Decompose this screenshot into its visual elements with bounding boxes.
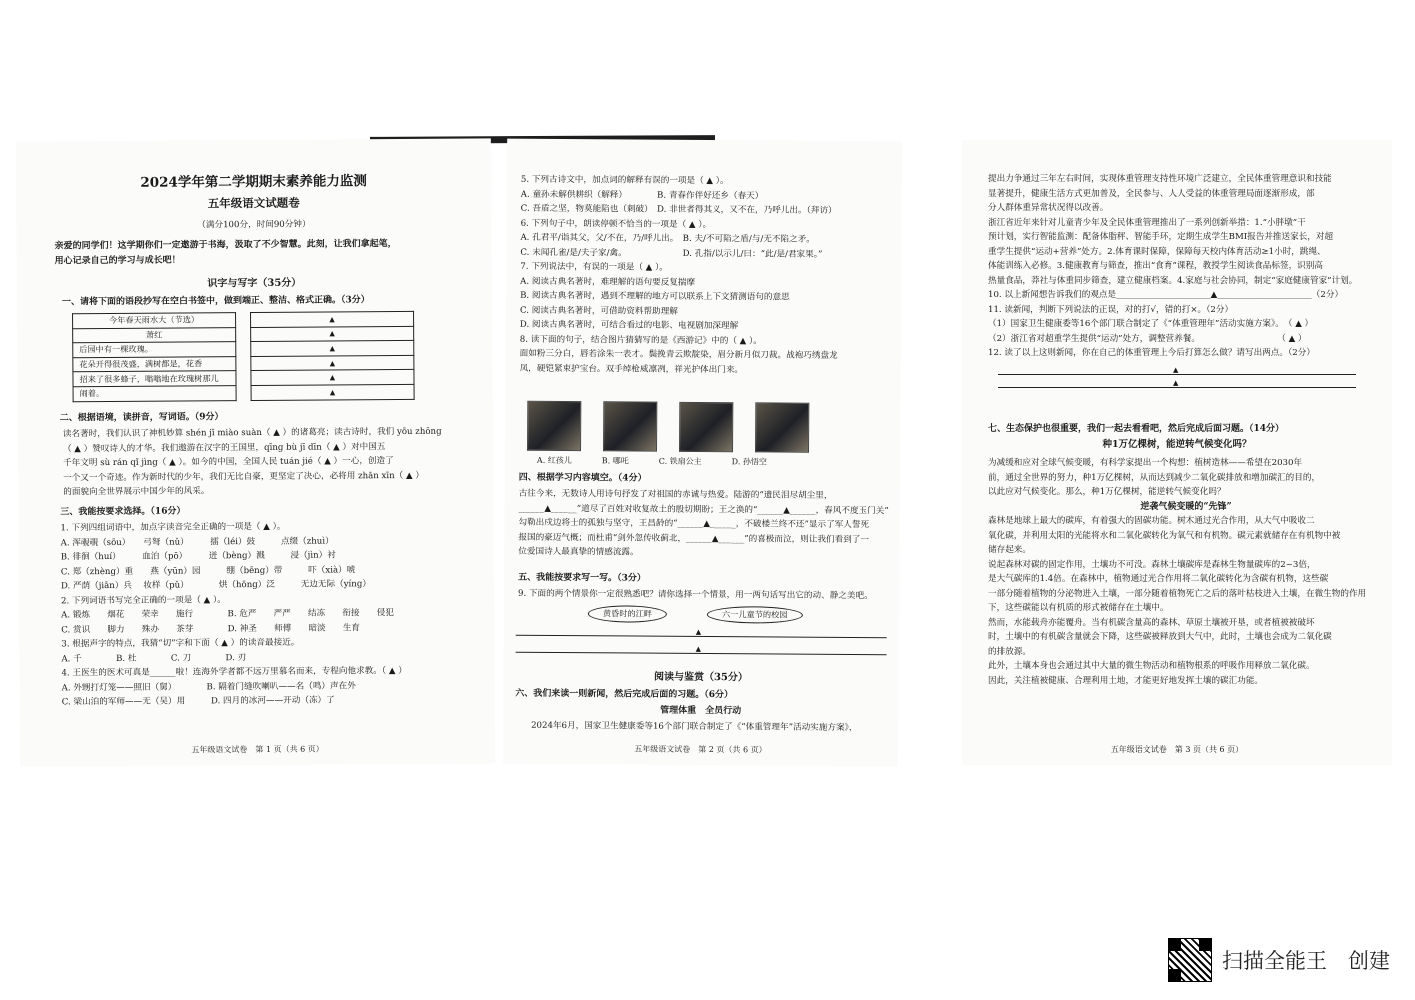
option-line[interactable]: D. 阅读古典名著时，可结合看过的电影、电视剧加深理解: [519, 319, 739, 332]
question-line: 12. 读了以上这则新闻，你在自己的体重管理上今后打算怎么做？请写出两点。（2分）: [988, 348, 1315, 358]
part-heading: 阅读与鉴赏（35分）: [653, 671, 748, 684]
question-line[interactable]: 10. 以上新闻想告诉我们的观点是______________________▲______________________（2分）: [988, 290, 1344, 300]
copy-line: 今年春天雨水大（节选）: [73, 313, 236, 329]
question-line: 6. 下列句子中，朗读停顿不恰当的一项是（ ▲ ）。: [520, 218, 712, 230]
camscanner-watermark: [1168, 938, 1390, 982]
question-line: 11. 读新闻，判断下列说法的正误，对的打√，错的打×。（2分）: [988, 304, 1234, 315]
exam-page-1: [16, 138, 495, 766]
article-line: 是大气碳库的1.4倍。在森林中，植物通过光合作用将二氧化碳转化为含碳有机物，这些碳: [988, 574, 1329, 584]
question-line: 7. 下列说法中，有误的一项是（ ▲ ）。: [520, 261, 668, 273]
camscanner-label: 扫描全能王 创建: [1222, 949, 1390, 973]
option-line[interactable]: B. 阅读古典名著时，遇到不理解的地方可以联系上下文猜测语句的意思: [520, 290, 790, 303]
character-pictures: [505, 401, 900, 469]
article-line: 一部分随着植物的分泌物进入土壤，一部分随着植物死亡之后的落叶枯枝进入土壤，在微生物的作用: [988, 588, 1367, 599]
option-line[interactable]: C. 吾盾之坚，物莫能陷也（刺破） D. 非世者得其义，又不在，乃呼儿出。（拜访）: [520, 203, 837, 216]
article-line: 时，土壤中的有机碳含量就会下降，这些碳被释放到大气中，此时，土壤也会成为二氧化碳: [988, 632, 1332, 642]
option-line[interactable]: A. 锻炼 烟花 荣幸 施行 B. 危严 严严 结冻 衔接 侵犯: [61, 608, 394, 621]
passage-line: 面如粉三分白，唇若涂朱一表才。鬓挽青云欺靛染，眉分新月似刀裁。战袍巧绣盘龙: [519, 348, 838, 361]
question-line: 8. 读下面的句子，结合图片猜猜写的是《西游记》中的（ ▲ ）。: [519, 334, 762, 346]
article-line: 因此，关注植被健康、合理利用土地，才能更好地发挥土壤的碳汇功能。: [988, 675, 1264, 686]
news-title: 管理体重 全员行动: [660, 705, 742, 717]
news-line: 分人群体重异常状况得以改善。: [988, 203, 1109, 213]
part-heading: 识字与写字（35分）: [207, 277, 302, 290]
option-line[interactable]: C. 未闻孔雀/是/夫子家/禽。 D. 孔指/以示儿/曰：“此/是/君家果。”: [520, 247, 823, 260]
question-heading: 七、生态保护也很重要，我们一起去看看吧，然后完成后面习题。（14分）: [988, 424, 1285, 434]
question-line: 3. 根据声字的特点，我猜“切”字和下面（ ▲ ）的读音最接近。: [61, 637, 300, 650]
question-heading: 二、根据语境，读拼音，写词语。（9分）: [59, 412, 224, 424]
copy-line: 后园中有一棵玫瑰。: [73, 342, 236, 358]
article-line: 前，通过全世界的努力，种1万亿棵树，从而达到减少二氧化碳排放和增加碳汇的目的，: [988, 472, 1321, 483]
question-heading: 五、我能按要求写一写。（3分）: [518, 572, 646, 584]
article-line: 森林是地球上最大的碳库，有着强大的固碳功能。树木通过光合作用，从大气中吸收二: [988, 516, 1315, 526]
article-line: 说起森林对碳的固定作用，土壤功不可没。森林土壤碳库是森林生物量碳库的2~3倍，: [988, 559, 1316, 570]
answer-slot[interactable]: ▲: [251, 311, 414, 327]
passage-line[interactable]: ______▲______”道尽了百姓对收复故土的殷切期盼；王之涣的“______▲______，春风不度玉门关”: [518, 503, 889, 516]
option-line[interactable]: A. 外甥打灯笼——照旧（舅） B. 隔着门缝吹喇叭——名（鸣）声在外: [61, 680, 356, 693]
exam-title: 2024学年第二学期期末素养能力监测: [140, 173, 367, 191]
article-title: 种1万亿棵树，能逆转气候变化吗？: [1102, 439, 1252, 450]
copy-line: 花朵开得很茂盛，满树都是，花香: [73, 356, 236, 372]
answer-slot[interactable]: ▲: [251, 326, 414, 342]
answer-slot[interactable]: ▲: [251, 384, 414, 400]
qr-code-icon: [1168, 938, 1212, 982]
question-heading: 三、我能按要求选择。（16分）: [60, 506, 186, 518]
answer-slot[interactable]: ▲: [251, 370, 414, 386]
answer-lines[interactable]: ▲ ▲: [998, 366, 1356, 388]
news-line: 提出力争通过三年左右时间，实现体重管理支持性环境广泛建立，全民体重管理意识和技能: [988, 174, 1332, 184]
option-line[interactable]: B. 徘徊（huí） 血泊（pō） 迸（bèng）溅 浸（jìn）衬: [60, 550, 336, 563]
copy-line: 闹着。: [73, 386, 236, 402]
p2-questions: [520, 173, 896, 379]
question-heading: 四、根据学习内容填空。（4分）: [518, 472, 647, 484]
news-line: 重学生提供“运动+营养”处方。2.体育课时保障，保障每天校内体育活动≥1小时，跳绳、: [988, 246, 1326, 257]
picture-option[interactable]: C. 铁扇公主: [658, 456, 702, 466]
question-line: 9. 下面的两个情景你一定很熟悉吧？请你选择一个情景，用一两句话写出它的动、静之美吧。: [517, 588, 873, 602]
intro-line: 亲爱的同学们！这学期你们一定遨游于书海，汲取了不少智慧。此刻，让我们拿起笔，: [54, 239, 397, 252]
article-line: 氧化碳，并利用太阳的光能将水和二氧化碳转化为氧气和有机物。碳元素就储存在有机物中被: [988, 530, 1341, 541]
passage-line: 读名著时，我们认识了神机妙算 shén jī miào suàn（ ▲ ）的诸葛亮；读古诗时，我们 yōu zhōng: [62, 426, 442, 440]
exam-page-3: [962, 140, 1392, 765]
q4-passage: [518, 487, 893, 562]
intro-line: 用心记录自己的学习与成长吧！: [54, 255, 181, 266]
question-line: 5. 下列古诗文中，加点词的解释有误的一项是（ ▲ ）。: [520, 174, 729, 187]
exam-subtitle: 五年级语文试题卷: [207, 195, 300, 211]
news-line: 体能训练入必修。3.健康教育与筛查，推出“食育”课程，教授学生阅读食品标签，识别高: [988, 261, 1323, 271]
article-line: 的排放源。: [988, 646, 1031, 657]
copy-source-table: [72, 312, 237, 402]
passage-line: 的面貌向全世界展示中国少年的风采。: [63, 486, 210, 498]
picture-option[interactable]: B. 哪吒: [601, 456, 629, 466]
passage-line: （ ▲ ）赞叹诗人的才华。我们遨游在汉字的王国里，qīng bù jī dīn（ ▲ ）对中国五: [62, 441, 386, 454]
news-line: 预计划，实行智能监测：配备体脂秤、智能手环，定期生成学生BMI报告并推送家长，对超: [988, 232, 1334, 242]
question-line: 4. 王医生的医术可真是______啦！连海外学者都不远万里慕名而来，专程向他求教。（ ▲ ）: [61, 665, 407, 679]
passage-line[interactable]: 勾勒出戍边将士的孤独与坚守，王昌龄的“______▲______，不破楼兰终不还”显示了军人誓死: [518, 517, 870, 531]
news-line: 热量食品，莽社与体重同步筛查，建立健康档案。4.家庭与社会协同，制定“家庭健康管家”计划。: [988, 275, 1358, 286]
bookmark-answer-table[interactable]: [250, 311, 415, 401]
judge-line[interactable]: （1）国家卫生健康委等16个部门联合制定了《“体重管理年”活动实施方案》。 （ ▲ ）: [988, 319, 1314, 329]
exam-meta: （满分100分，时间90分钟）: [197, 219, 311, 231]
option-line[interactable]: A. 千 B. 杜 C. 刀 D. 刃: [61, 652, 247, 664]
character-image: [755, 402, 809, 452]
question-heading: 一、请将下面的语段抄写在空白书签中，做到端正、整洁、格式正确。（3分）: [61, 295, 370, 308]
scene-option[interactable]: 六一儿童节的校园: [707, 606, 803, 624]
question-line: 1. 下列四组词语中，加点字读音完全正确的一项是（ ▲ ）。: [60, 521, 286, 534]
q3-items: [60, 518, 484, 709]
scene-option[interactable]: 黄昏时的江畔: [588, 605, 667, 623]
option-line[interactable]: C. 郑（zhèng）重 燕（yūn）园 绷（bēng）带 吓（xià）唬: [60, 564, 356, 577]
question-line: 2. 下列词语书写完全正确的一项是（ ▲ ）。: [60, 594, 226, 606]
question-heading: 六、我们来读一则新闻，然后完成后面的习题。（6分）: [515, 688, 734, 701]
option-line[interactable]: A. 浑覗覗（sōu） 弓弩（nǔ） 擂（léi）鼓 点缀（zhuì）: [60, 535, 334, 548]
passage-line: 位爱国诗人最真挚的情感流露。: [518, 546, 639, 558]
option-line[interactable]: C. 梁山泊的军师——无（吴）用 D. 四月的冰河——开动（冻）了: [61, 695, 335, 708]
passage-line: 一个又一个奇迹。作为新时代的少年，我们无比自豪，更坚定了决心，必将用 zhān xīn（ ▲ ）: [63, 470, 424, 483]
q2-passage: [63, 424, 473, 499]
article-line: 储存起来。: [988, 545, 1031, 555]
answer-slot[interactable]: ▲: [251, 341, 414, 357]
picture-option[interactable]: D. 孙悟空: [731, 457, 767, 467]
judge-line[interactable]: （2）浙江省对超重学生提供“运动”处方，调整营养餐。 （ ▲ ）: [988, 333, 1307, 344]
exam-page-2: [503, 139, 902, 767]
option-line[interactable]: A. 童孙未解供耕织（解释） B. 青春作伴好还乡（春天）: [520, 189, 764, 201]
answer-slot[interactable]: ▲: [251, 355, 414, 371]
copy-line: 萧红: [73, 327, 236, 343]
passage-line: 凤，硬铠紧束护宝台。双手绰枪威凛冽，祥光护体出门来。: [519, 363, 744, 375]
passage-line: 千年文明 sù rán qǐ jìng（ ▲ ）。如今的中国，全国人民 tuán jié（ ▲ ）一心，创造了: [63, 456, 394, 469]
option-line[interactable]: D. 严荫（jiān）兵 妆样（pǔ） 烘（hōng）泛 无边无际（yíng）: [60, 579, 371, 592]
character-image: [603, 401, 657, 451]
article-line: 此外，土壤本身也会通过其中大量的微生物活动和植物根系的呼吸作用释放二氧化碳。: [988, 661, 1315, 671]
option-line[interactable]: A. 孔君平/诣其父，父/不在，乃/呼儿出。 B. 夫/不可陷之盾/与/无不陷之矛。: [520, 232, 815, 245]
news-line: 浙江省近年来针对儿童青少年及全民体重管理推出了一系列创新举措：1.“小胖墩”干: [988, 217, 1306, 228]
page-footer: 五年级语文试卷 第 3 页（共 6 页）: [1110, 745, 1244, 754]
copy-line: 招来了很多蜂子，嗡嗡地在玫瑰树那儿: [73, 371, 236, 387]
page-footer: 五年级语文试卷 第 1 页（共 6 页）: [191, 744, 324, 755]
option-line[interactable]: A. 阅读古典名著时，难理解的语句要反复揣摩: [520, 276, 696, 288]
passage-line: 古往今来，无数诗人用诗句抒发了对祖国的赤诚与热爱。陆游的“遗民泪尽胡尘里，: [518, 488, 833, 501]
news-line: 2024年6月，国家卫生健康委等16个部门联合制定了《“体重管理年”活动实施方案》，: [531, 720, 858, 734]
article-line: 以此应对气候变化。那么，种1万亿棵树，能逆转气候变化吗？: [988, 487, 1226, 497]
character-image: [527, 401, 581, 451]
article-subheading: 逆袭气候变暖的“先锋”: [1140, 501, 1232, 512]
picture-option[interactable]: A. 红孩儿: [536, 455, 572, 466]
article-body: [988, 456, 1384, 688]
page-footer: 五年级语文试卷 第 2 页（共 6 页）: [634, 744, 767, 755]
option-line[interactable]: C. 赏识 脚力 殊办 茶芽 D. 神圣 师傅 暗淡 生育: [61, 622, 361, 635]
news-line: 显著提升，健康生活方式更加普及，全民参与、人人受益的体重管理局面逐渐形成，部: [988, 188, 1315, 199]
writing-lines[interactable]: ▲ ▲: [516, 627, 887, 656]
passage-line[interactable]: 报国的豪迈气概；而杜甫“剑外忽传收蓟北，______▲______”的喜极而泣，则让我们看到了一: [518, 532, 869, 545]
article-line: 下，这些碳能以有机质的形式被储存在土壤中。: [988, 603, 1169, 613]
character-image: [679, 402, 733, 452]
article-line: 然而，水能载舟亦能覆舟。当有机碳含量高的森林、草原土壤被开垦，或者植被被破坏: [988, 617, 1315, 628]
p3-news: [988, 172, 1384, 361]
article-line: 为减缓和应对全球气候变暖，有科学家提出一个构想：植树造林——希望在2030年: [988, 458, 1303, 468]
option-line[interactable]: C. 阅读古典名著时，可借助资料帮助理解: [519, 305, 678, 317]
